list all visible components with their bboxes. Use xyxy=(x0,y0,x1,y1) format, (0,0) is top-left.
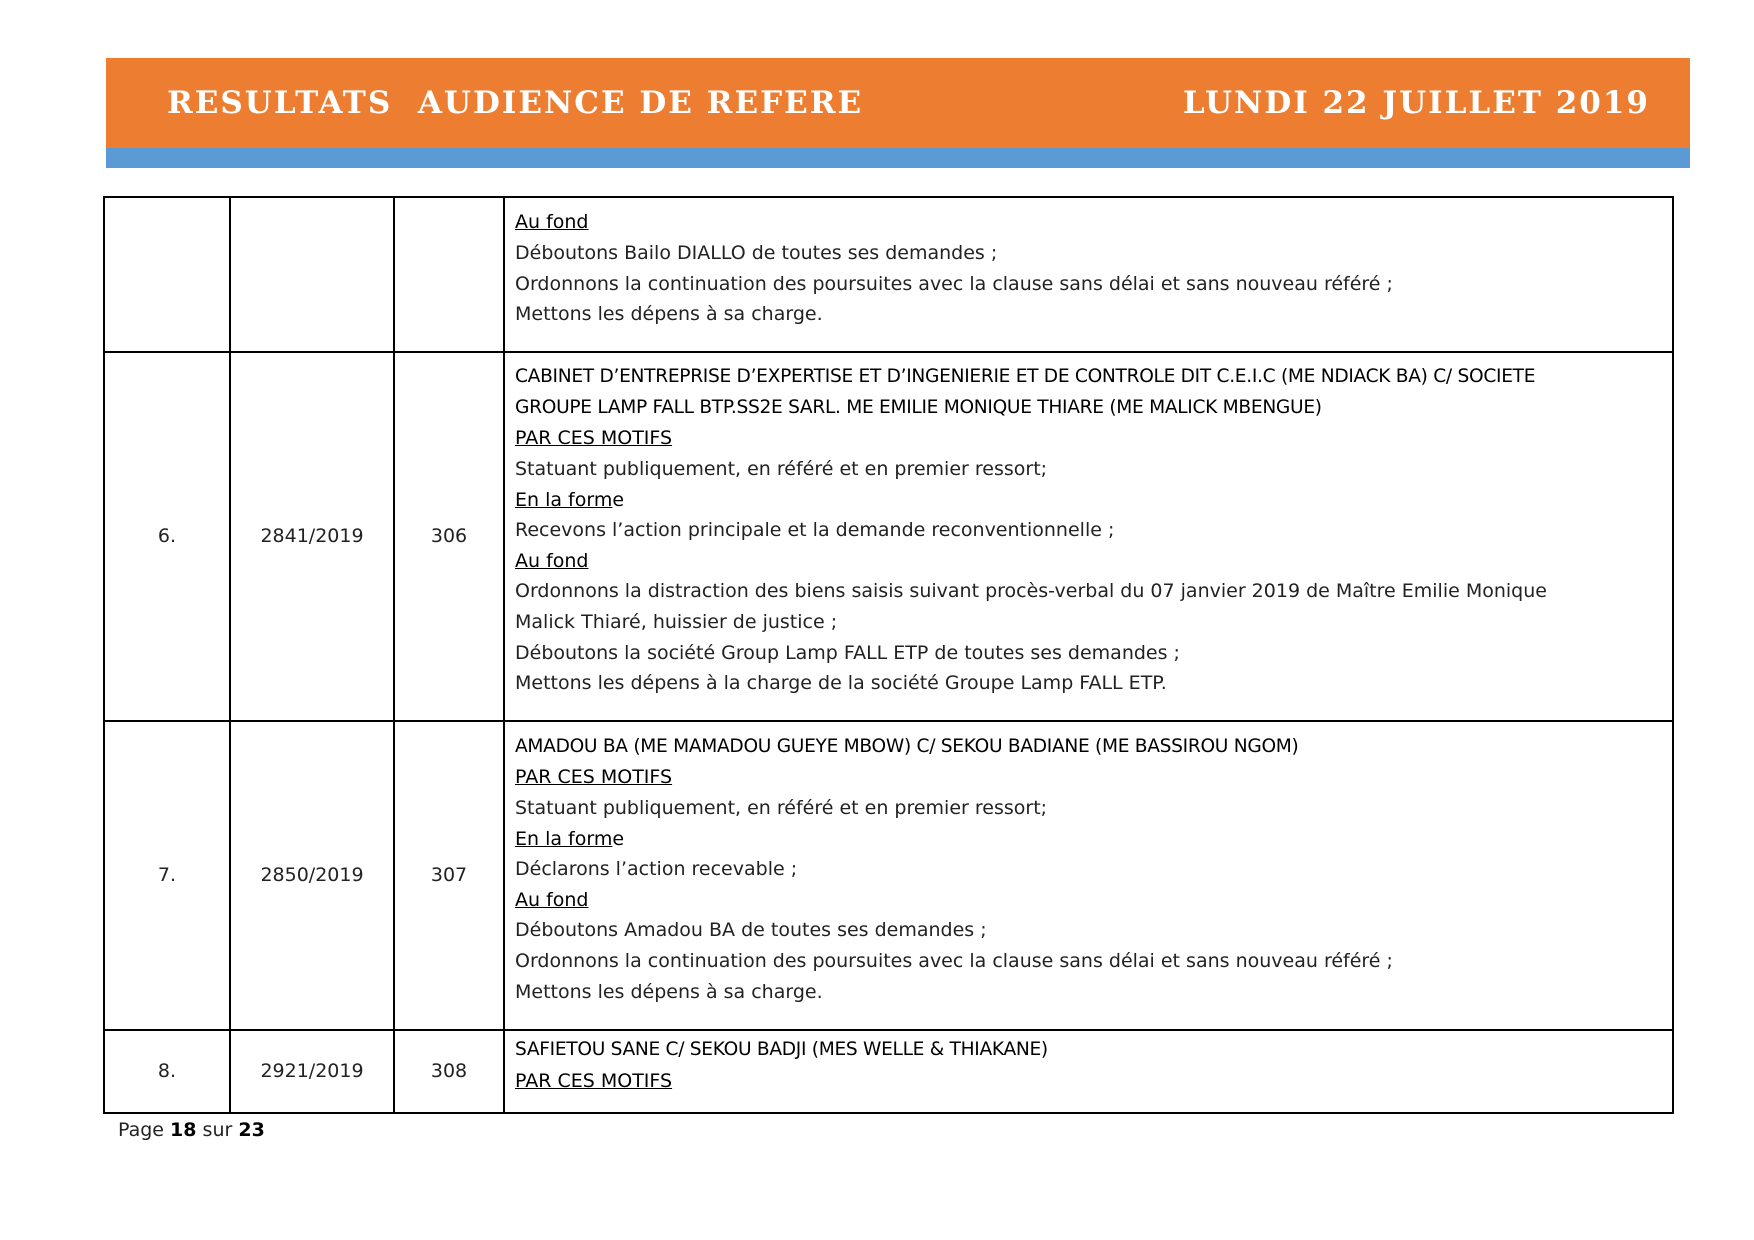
rulings-table-body xyxy=(104,197,1673,1113)
case-number: 6. xyxy=(104,352,230,721)
ruling-line: Statuant publiquement, en référé et en premier ressort; xyxy=(515,458,1048,481)
section-heading xyxy=(515,485,1662,516)
section-heading-underlined: PAR CES MOTIFS xyxy=(515,427,673,450)
ruling-line: Déboutons la société Group Lamp FALL ETP de toutes ses demandes ; xyxy=(515,641,1180,664)
page-current: 18 xyxy=(170,1119,197,1141)
ruling-text xyxy=(504,197,1673,352)
ruling-text xyxy=(504,721,1673,1030)
table-row xyxy=(104,721,1673,1030)
section-heading-rest: e xyxy=(612,488,625,511)
ruling-line: Ordonnons la distraction des biens saisis suivant procès-verbal du 07 janvier 2019 de Maître Emilie Monique xyxy=(515,580,1547,603)
case-reference: 2921/2019 xyxy=(230,1030,394,1113)
section-heading xyxy=(515,885,1662,916)
case-reference xyxy=(230,197,394,352)
section-heading-underlined: En la form xyxy=(515,827,613,850)
ruling-line: Malick Thiaré, huissier de justice ; xyxy=(515,610,838,633)
ruling-line: Mettons les dépens à sa charge. xyxy=(515,303,823,326)
ruling-line: Recevons l’action principale et la demande reconventionnelle ; xyxy=(515,519,1115,542)
section-heading-underlined: PAR CES MOTIFS xyxy=(515,1069,673,1092)
section-heading-underlined: Au fond xyxy=(515,888,589,911)
hearing-date: LUNDI 22 JUILLET 2019 xyxy=(1182,85,1650,121)
table-row xyxy=(104,1030,1673,1113)
section-heading-underlined: En la form xyxy=(515,488,613,511)
section-heading xyxy=(515,423,1662,454)
ruling-line: Mettons les dépens à la charge de la société Groupe Lamp FALL ETP. xyxy=(515,672,1167,695)
section-heading-underlined: Au fond xyxy=(515,211,589,234)
parties-line: CABINET D’ENTREPRISE D’EXPERTISE ET D’INGENIERIE ET DE CONTROLE DIT C.E.I.C (ME NDIACK BA) C/ SOCIETE xyxy=(515,366,1536,388)
section-heading-underlined: PAR CES MOTIFS xyxy=(515,766,673,789)
order-number: 306 xyxy=(394,352,504,721)
section-heading xyxy=(515,824,1662,855)
sur-label: sur xyxy=(202,1119,233,1141)
ruling-line: Mettons les dépens à sa charge. xyxy=(515,980,823,1003)
header-accent-band xyxy=(106,148,1690,168)
ruling-line: Déboutons Bailo DIALLO de toutes ses demandes ; xyxy=(515,241,998,264)
ruling-line: Ordonnons la continuation des poursuites avec la clause sans délai et sans nouveau référé ; xyxy=(515,272,1393,295)
section-heading xyxy=(515,1066,1662,1097)
ruling-line: Statuant publiquement, en référé et en premier ressort; xyxy=(515,797,1048,820)
case-number: 8. xyxy=(104,1030,230,1113)
section-heading xyxy=(515,207,1662,238)
case-number: 7. xyxy=(104,721,230,1030)
case-reference: 2850/2019 xyxy=(230,721,394,1030)
page-header-banner xyxy=(106,58,1690,148)
order-number: 308 xyxy=(394,1030,504,1113)
section-heading-rest: e xyxy=(612,827,625,850)
section-heading xyxy=(515,546,1662,577)
parties-line: SAFIETOU SANE C/ SEKOU BADJI (MES WELLE & THIAKANE) xyxy=(515,1039,1048,1060)
section-heading-underlined: Au fond xyxy=(515,549,589,572)
ruling-text xyxy=(504,1030,1673,1113)
order-number: 307 xyxy=(394,721,504,1030)
ruling-line: Déboutons Amadou BA de toutes ses demandes ; xyxy=(515,919,987,942)
rulings-table xyxy=(103,196,1674,1114)
case-reference: 2841/2019 xyxy=(230,352,394,721)
section-heading xyxy=(515,762,1662,793)
order-number xyxy=(394,197,504,352)
case-number xyxy=(104,197,230,352)
ruling-line: Déclarons l’action recevable ; xyxy=(515,858,798,881)
document-title: RESULTATS AUDIENCE DE REFERE xyxy=(167,85,864,121)
parties-line: AMADOU BA (ME MAMADOU GUEYE MBOW) C/ SEKOU BADIANE (ME BASSIROU NGOM) xyxy=(515,735,1299,757)
page-footer xyxy=(118,1119,265,1141)
table-row xyxy=(104,352,1673,721)
table-row xyxy=(104,197,1673,352)
ruling-text xyxy=(504,352,1673,721)
parties-line: GROUPE LAMP FALL BTP.SS2E SARL. ME EMILIE MONIQUE THIARE (ME MALICK MBENGUE) xyxy=(515,396,1322,418)
page-total: 23 xyxy=(238,1119,265,1141)
ruling-line: Ordonnons la continuation des poursuites avec la clause sans délai et sans nouveau référé ; xyxy=(515,949,1393,972)
page-label: Page xyxy=(118,1119,164,1141)
